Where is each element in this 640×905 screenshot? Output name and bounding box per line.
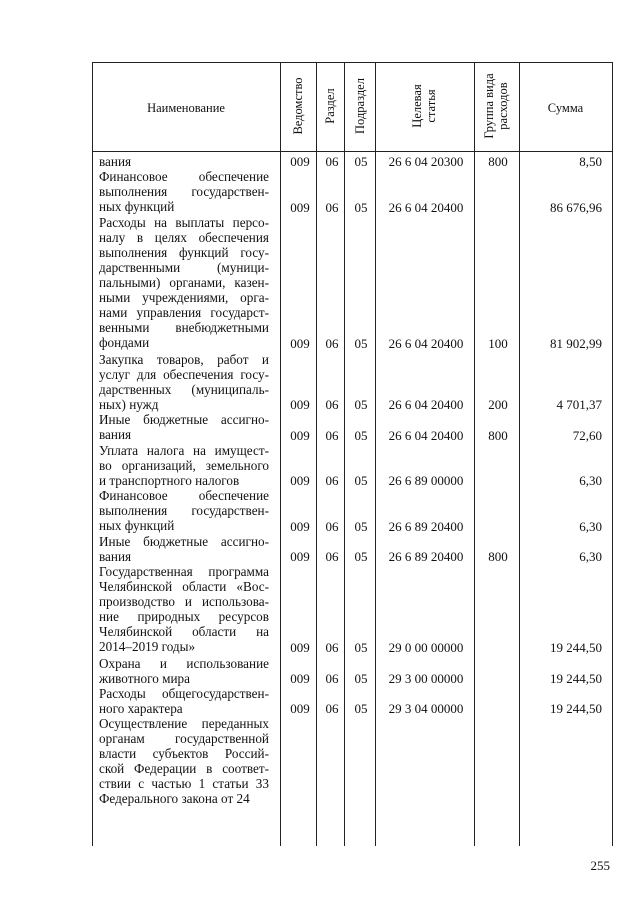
row-name-line: Охрана и использование (99, 655, 269, 671)
row-name-line: пальными) органами, казен- (99, 274, 269, 290)
row-name (99, 564, 269, 654)
row-razdel: 06 (325, 199, 339, 215)
row-podrazdel: 05 (354, 397, 368, 413)
table-row (92, 215, 612, 352)
row-summa: 81 902,99 (550, 336, 602, 352)
row-podrazdel: 05 (354, 336, 368, 352)
row-name-line: выполнения государствен- (99, 503, 269, 519)
row-name-line: и транспортного налогов (99, 472, 240, 488)
row-name-line: Расходы общегосударствен- (99, 686, 269, 701)
row-celevaya: 26 6 89 00000 (388, 473, 464, 489)
row-name-line: власти субъектов Россий- (99, 746, 269, 762)
row-razdel: 06 (325, 336, 339, 352)
col-border-right (612, 62, 613, 846)
row-podrazdel: 05 (354, 199, 368, 215)
row-vedomstvo: 009 (290, 154, 310, 169)
row-celevaya: 29 3 04 00000 (388, 701, 464, 717)
row-name-line: вания (99, 154, 132, 169)
row-vedomstvo: 009 (290, 670, 310, 686)
row-name-line: Иные бюджетные ассигно- (99, 412, 269, 428)
row-name-line: Федерального закона от 24 (99, 791, 250, 807)
row-name-line: вания (99, 549, 132, 564)
row-name-line: ных) нужд (99, 396, 159, 412)
row-name-line: ных функций (99, 518, 175, 534)
row-name (99, 716, 269, 806)
row-celevaya: 26 6 04 20400 (388, 427, 464, 443)
row-vedomstvo: 009 (290, 640, 310, 656)
row-razdel: 06 (325, 701, 339, 717)
row-celevaya: 26 6 04 20400 (388, 336, 464, 352)
row-podrazdel: 05 (354, 549, 368, 565)
row-name-line: Финансовое обеспечение (99, 169, 269, 185)
row-name-line: нами управления государст- (99, 304, 269, 320)
header-razdel: Раздел (323, 88, 337, 124)
header-celevaya-line2: статья (424, 89, 438, 123)
row-name (99, 534, 269, 564)
row-name-line: Финансовое обеспечение (99, 488, 269, 504)
row-name-line: фондами (99, 334, 150, 350)
row-summa: 6,30 (579, 473, 602, 489)
row-name-line: услуг для обеспечения госу- (99, 366, 269, 382)
row-name-line: Государственная программа (99, 564, 269, 580)
table-row (92, 443, 612, 489)
header-name: Наименование (147, 101, 225, 115)
row-name-line: ных функций (99, 199, 175, 215)
row-celevaya: 29 3 00 00000 (388, 670, 464, 686)
row-vedomstvo: 009 (290, 549, 310, 565)
table-row (92, 534, 612, 564)
table-row (92, 686, 612, 716)
row-name-line: Челябинской области «Вос- (99, 579, 269, 595)
row-razdel: 06 (325, 154, 339, 169)
header-summa: Сумма (547, 101, 584, 115)
row-name-line: ного характера (99, 701, 183, 716)
row-gruppa: 800 (488, 549, 508, 565)
row-summa: 4 701,37 (556, 397, 602, 413)
table-row (92, 656, 612, 686)
row-razdel: 06 (325, 397, 339, 413)
row-name-line: выполнения функций госу- (99, 244, 269, 260)
row-celevaya: 26 6 04 20400 (388, 397, 464, 413)
row-name-line: Осуществление переданных (99, 716, 269, 732)
table-row (92, 352, 612, 413)
row-name-line: Расходы на выплаты персо- (99, 214, 269, 230)
row-summa: 19 244,50 (550, 701, 602, 717)
row-summa: 72,60 (572, 427, 602, 443)
row-razdel: 06 (325, 549, 339, 565)
row-vedomstvo: 009 (290, 199, 310, 215)
row-podrazdel: 05 (354, 154, 368, 169)
row-gruppa: 200 (488, 397, 508, 413)
table-row (92, 564, 612, 655)
row-name-line: животного мира (99, 670, 190, 686)
row-summa: 86 676,96 (550, 199, 602, 215)
row-name-line: 2014–2019 годы» (99, 639, 196, 655)
row-name (99, 154, 269, 169)
row-name (99, 215, 269, 350)
row-summa: 19 244,50 (550, 670, 602, 686)
table-row (92, 716, 612, 807)
row-vedomstvo: 009 (290, 336, 310, 352)
row-razdel: 06 (325, 473, 339, 489)
table-row (92, 412, 612, 442)
row-name-line: ными учреждениями, орга- (99, 289, 269, 305)
row-name-line: вания (99, 427, 132, 443)
row-vedomstvo: 009 (290, 427, 310, 443)
row-gruppa: 100 (488, 336, 508, 352)
row-celevaya: 26 6 89 20400 (388, 518, 464, 534)
row-summa: 6,30 (579, 549, 602, 565)
row-summa: 6,30 (579, 518, 602, 534)
row-razdel: 06 (325, 640, 339, 656)
row-podrazdel: 05 (354, 640, 368, 656)
row-vedomstvo: 009 (290, 701, 310, 717)
row-name (99, 686, 269, 716)
row-summa: 8,50 (579, 154, 602, 169)
row-name-line: налу в целях обеспечения (99, 229, 269, 245)
row-name-line: дарственными (муници- (99, 259, 269, 275)
row-name (99, 656, 269, 686)
row-name (99, 488, 269, 533)
table-row (92, 488, 612, 534)
row-gruppa: 800 (488, 154, 508, 169)
row-name-line: органам государственной (99, 731, 269, 747)
row-name-line: дарственных (муниципаль- (99, 381, 269, 397)
header-gruppa-line1: Группа вида (482, 73, 496, 139)
row-vedomstvo: 009 (290, 397, 310, 413)
row-podrazdel: 05 (354, 670, 368, 686)
row-name (99, 169, 269, 214)
row-razdel: 06 (325, 427, 339, 443)
header-vedomstvo: Ведомство (291, 77, 305, 135)
row-name-line: венными внебюджетными (99, 319, 269, 335)
row-name-line: Уплата налога на имущест- (99, 442, 269, 458)
row-name (99, 412, 269, 442)
row-name (99, 443, 269, 488)
row-razdel: 06 (325, 670, 339, 686)
row-podrazdel: 05 (354, 701, 368, 717)
row-celevaya: 29 0 00 00000 (388, 640, 464, 656)
row-vedomstvo: 009 (290, 518, 310, 534)
row-podrazdel: 05 (354, 473, 368, 489)
page-number: 255 (590, 858, 610, 873)
row-podrazdel: 05 (354, 518, 368, 534)
row-summa: 19 244,50 (550, 640, 602, 656)
row-name-line: ние природных ресурсов (99, 609, 269, 625)
row-name-line: выполнения государствен- (99, 184, 269, 200)
header-gruppa (482, 57, 510, 155)
header-celevaya (410, 57, 438, 155)
row-name-line: Челябинской области на (99, 624, 269, 640)
row-celevaya: 26 6 89 20400 (388, 549, 464, 565)
row-name-line: Закупка товаров, работ и (99, 351, 269, 367)
row-gruppa: 800 (488, 427, 508, 443)
row-razdel: 06 (325, 518, 339, 534)
table-row (92, 169, 612, 215)
row-celevaya: 26 6 04 20300 (388, 154, 464, 169)
row-name-line: ской Федерации в соответ- (99, 761, 269, 777)
row-name-line: ствии с частью 1 статьи 33 (99, 776, 269, 792)
table-row (92, 154, 612, 169)
header-podrazdel: Подраздел (353, 78, 367, 134)
row-name-line: во организаций, земельного (99, 457, 269, 473)
row-name-line: Иные бюджетные ассигно- (99, 534, 269, 549)
row-name-line: производство и использова- (99, 594, 269, 610)
row-podrazdel: 05 (354, 427, 368, 443)
row-vedomstvo: 009 (290, 473, 310, 489)
header-celevaya-line1: Целевая (410, 84, 424, 128)
row-name (99, 352, 269, 412)
row-celevaya: 26 6 04 20400 (388, 199, 464, 215)
header-gruppa-line2: расходов (496, 82, 510, 130)
